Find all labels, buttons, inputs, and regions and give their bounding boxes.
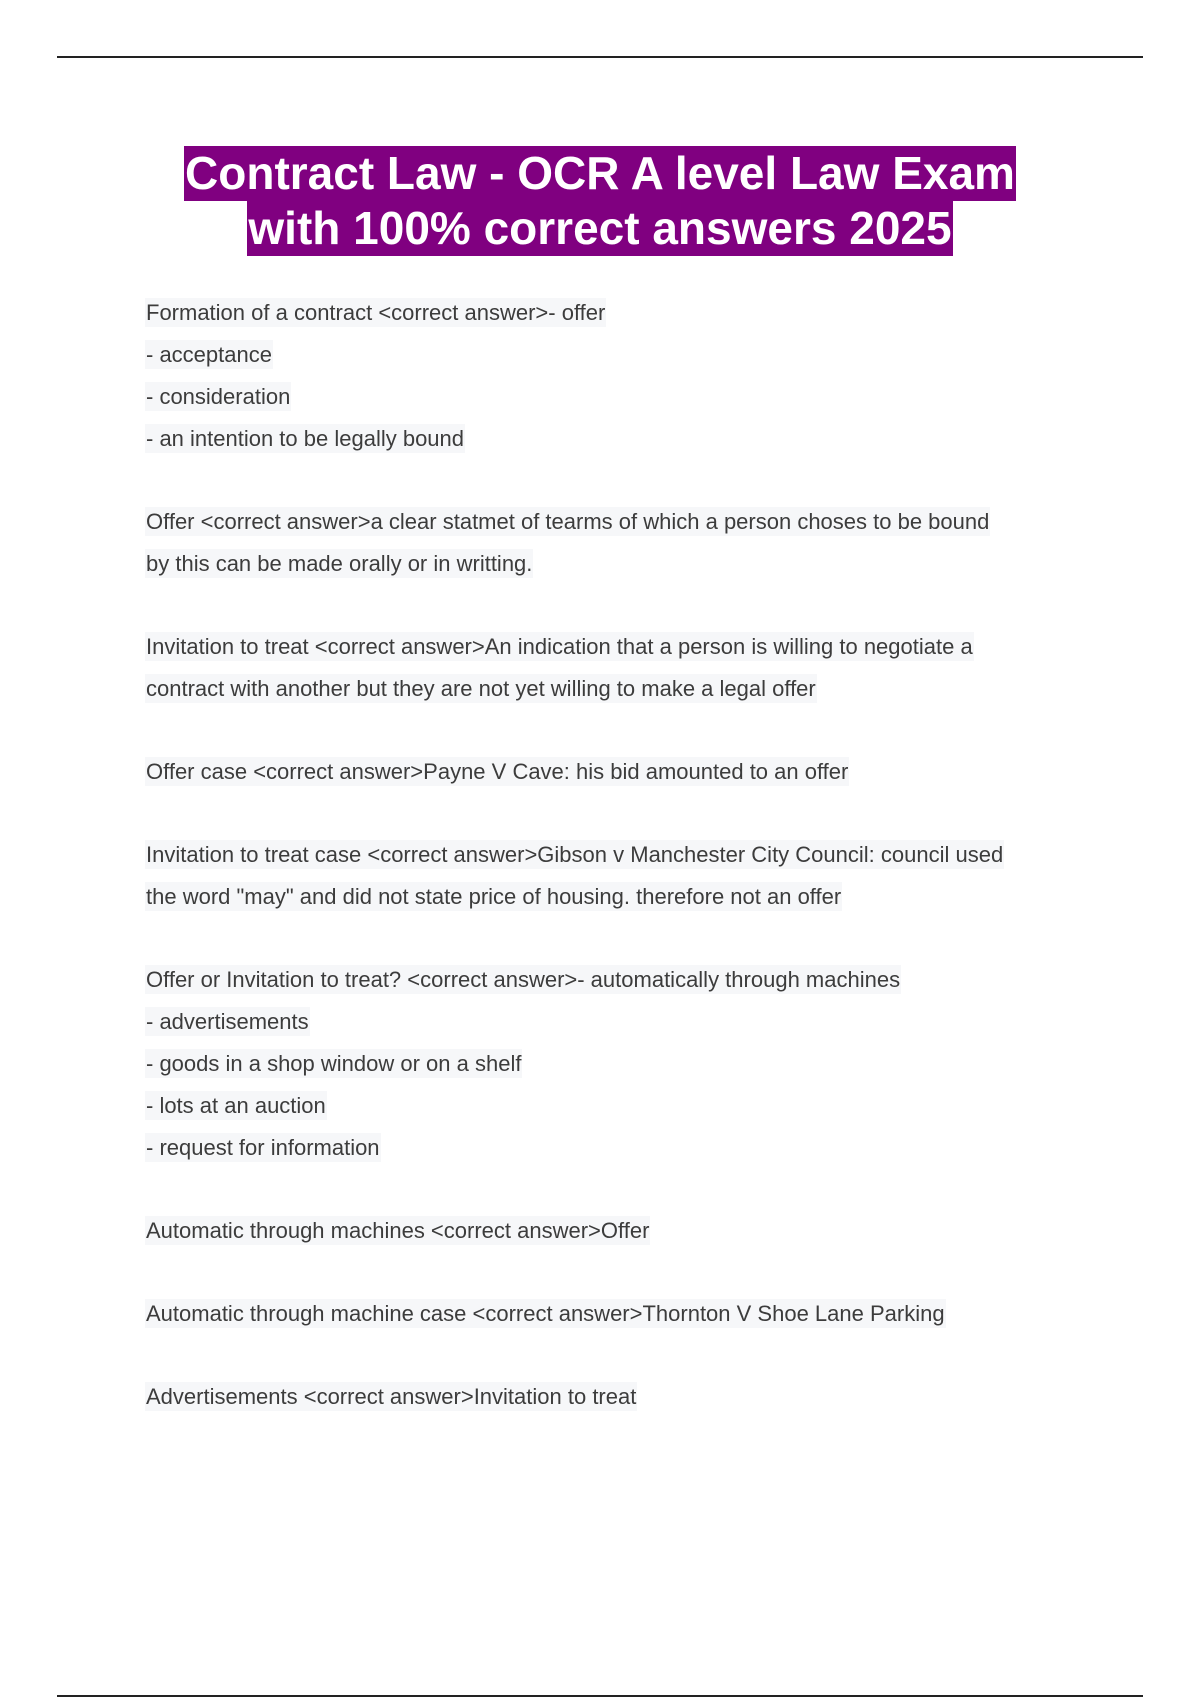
qa-line <box>145 751 1105 793</box>
qa-entry <box>145 751 1105 793</box>
qa-line <box>145 959 1105 1001</box>
qa-line-text: Invitation to treat case <correct answer>Gibson v Manchester City Council: council used <box>146 842 1004 867</box>
qa-entry <box>145 959 1105 1169</box>
qa-entry <box>145 1376 1105 1418</box>
qa-line-text: - lots at an auction <box>146 1093 326 1118</box>
qa-entry <box>145 1293 1105 1335</box>
qa-line-text: Offer or Invitation to treat? <correct answer>- automatically through machines <box>146 967 901 992</box>
qa-line-text: Offer case <correct answer>Payne V Cave: his bid amounted to an offer <box>146 759 849 784</box>
qa-entry <box>145 292 1105 460</box>
qa-line <box>145 1127 1105 1169</box>
qa-line <box>145 376 1105 418</box>
qa-line-text: by this can be made orally or in writting. <box>146 551 533 576</box>
title-line-2: with 100% correct answers 2025 <box>248 202 952 254</box>
page-title <box>57 146 1143 256</box>
qa-entry <box>145 1210 1105 1252</box>
title-line-1: Contract Law - OCR A level Law Exam <box>185 147 1015 199</box>
qa-line-text: - request for information <box>146 1135 380 1160</box>
qa-line <box>145 292 1105 334</box>
qa-line <box>145 1293 1105 1335</box>
qa-line <box>145 626 1105 668</box>
qa-line-text: Automatic through machine case <correct answer>Thornton V Shoe Lane Parking <box>146 1301 945 1326</box>
qa-line <box>145 543 1105 585</box>
qa-line-text: - acceptance <box>146 342 272 367</box>
qa-line-text: Offer <correct answer>a clear statmet of tearms of which a person choses to be bound <box>146 509 990 534</box>
qa-line <box>145 834 1105 876</box>
qa-line-text: the word "may" and did not state price of housing. therefore not an offer <box>146 884 842 909</box>
qa-line <box>145 1085 1105 1127</box>
qa-line <box>145 1043 1105 1085</box>
qa-line <box>145 876 1105 918</box>
qa-line <box>145 334 1105 376</box>
qa-line-text: - advertisements <box>146 1009 309 1034</box>
qa-line-text: Automatic through machines <correct answer>Offer <box>146 1218 650 1243</box>
qa-line-text: - goods in a shop window or on a shelf <box>146 1051 522 1076</box>
qa-line-text: Formation of a contract <correct answer>- offer <box>146 300 606 325</box>
qa-line-text: - consideration <box>146 384 291 409</box>
qa-line <box>145 668 1105 710</box>
qa-entry <box>145 501 1105 585</box>
qa-line-text: contract with another but they are not yet willing to make a legal offer <box>146 676 816 701</box>
qa-line <box>145 418 1105 460</box>
bottom-rule <box>57 1695 1143 1697</box>
qa-entry <box>145 626 1105 710</box>
qa-entry <box>145 834 1105 918</box>
top-rule <box>57 56 1143 58</box>
qa-line <box>145 1001 1105 1043</box>
qa-list <box>145 292 1105 1459</box>
qa-line <box>145 1210 1105 1252</box>
qa-line <box>145 501 1105 543</box>
qa-line-text: Invitation to treat <correct answer>An indication that a person is willing to negotiate a <box>146 634 973 659</box>
qa-line-text: Advertisements <correct answer>Invitation to treat <box>146 1384 637 1409</box>
qa-line-text: - an intention to be legally bound <box>146 426 465 451</box>
qa-line <box>145 1376 1105 1418</box>
